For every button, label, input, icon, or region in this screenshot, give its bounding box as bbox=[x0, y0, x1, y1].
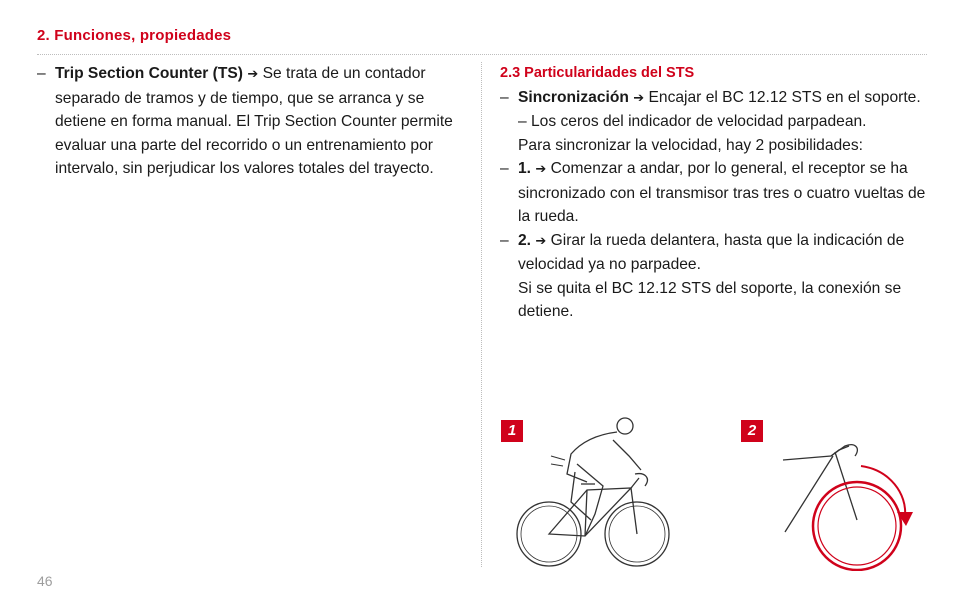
spinning-wheel-outer bbox=[813, 482, 901, 570]
item-text: Girar la rueda delantera, hasta que la indicación de velocidad ya no parpadee. bbox=[518, 231, 905, 273]
right-column bbox=[500, 62, 930, 324]
cyclist-illustration bbox=[505, 412, 680, 572]
arrow-right-icon: ➔ bbox=[535, 162, 547, 177]
list-item-trip-section-counter bbox=[37, 62, 467, 181]
arrow-right-icon: ➔ bbox=[633, 90, 645, 106]
intro-paragraph: Para sincronizar la velocidad, hay 2 posibilidades: bbox=[518, 136, 863, 154]
bike-frame-front bbox=[783, 446, 849, 532]
figure-badge-1: 1 bbox=[501, 420, 523, 442]
arrow-right-icon: ➔ bbox=[247, 67, 259, 82]
section-title: 2. Funciones, propiedades bbox=[37, 27, 232, 44]
item-term: 1. bbox=[518, 160, 532, 177]
closing-paragraph: Si se quita el BC 12.12 STS del soporte, la conexión se detiene. bbox=[518, 279, 902, 320]
list-dash: – bbox=[37, 65, 46, 82]
rider-head bbox=[617, 418, 633, 434]
item-term: Sincronización bbox=[518, 88, 629, 106]
list-dash: – bbox=[500, 160, 509, 177]
rider-leg bbox=[577, 464, 603, 536]
item-text: Se trata de un contador separado de tramos y de tiempo, que se arranca y se detiene en forma manual. El Trip Section Counter permite evaluar una parte del recorrido o un entrenamiento por intervalo, sin perjudicar los valores totales del trayecto. bbox=[55, 65, 453, 177]
list-item-sincronizacion bbox=[500, 86, 930, 134]
page-number: 46 bbox=[37, 573, 53, 589]
arrow-right-icon: ➔ bbox=[535, 233, 547, 249]
spinning-wheel-inner bbox=[818, 487, 896, 565]
rider-arm bbox=[613, 440, 641, 470]
bike-frame bbox=[549, 488, 631, 536]
figure-badge-2: 2 bbox=[741, 420, 763, 442]
left-column bbox=[37, 62, 467, 181]
list-dash: – bbox=[500, 231, 509, 249]
subsection-title: 2.3 Particularidades del STS bbox=[500, 65, 695, 81]
item-text: Comenzar a andar, por lo general, el receptor se ha sincronizado con el transmisor tras tres o cuatro vueltas de la rueda. bbox=[518, 160, 926, 225]
item-term: Trip Section Counter (TS) bbox=[55, 65, 243, 82]
list-item-option-2 bbox=[500, 229, 930, 277]
list-dash: – bbox=[500, 88, 509, 106]
column-divider bbox=[481, 62, 482, 567]
item-text: Encajar el BC 12.12 STS en el soporte. – Los ceros del indicador de velocidad parpadean. bbox=[518, 88, 921, 130]
list-item-option-1 bbox=[500, 157, 930, 229]
front-wheel-illustration bbox=[775, 436, 920, 571]
item-term: 2. bbox=[518, 231, 532, 249]
header-divider bbox=[37, 54, 927, 55]
